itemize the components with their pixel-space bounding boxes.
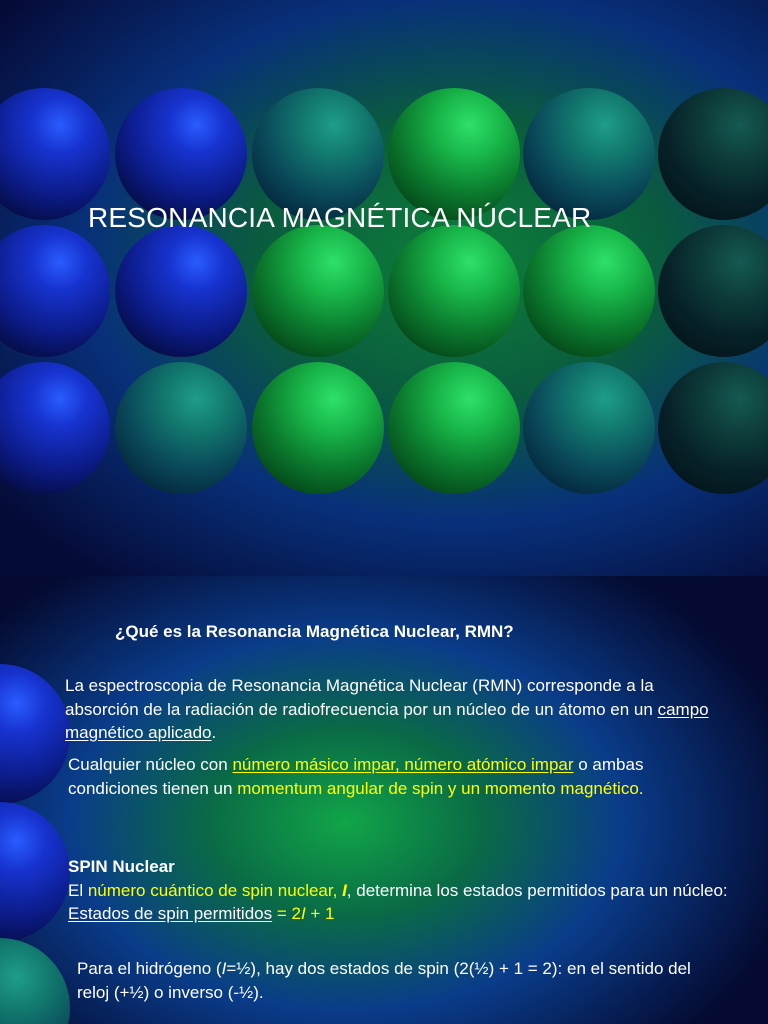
text: Para el hidrógeno ( [77,959,222,978]
sphere-decoration [523,362,655,494]
sphere-decoration [658,362,768,494]
sphere-decoration [115,88,247,220]
spin-heading: SPIN Nuclear [68,857,175,876]
sphere-decoration [0,225,110,357]
section-question: ¿Qué es la Resonancia Magnética Nuclear, RMN? [115,622,514,641]
sphere-decoration [252,225,384,357]
sphere-decoration [523,88,655,220]
sphere-decoration [523,225,655,357]
sphere-decoration [658,225,768,357]
sphere-decoration [0,362,110,494]
formula-symbol-i: I [300,904,306,923]
text: o ambas condiciones tienen un [68,755,644,798]
sphere-decoration [388,225,520,357]
symbol-i: I [221,959,227,978]
link-campo-magnetico[interactable]: campo magnético aplicado [65,699,709,742]
paragraph-hydrogen [77,957,697,1004]
paragraph-conditions [68,753,718,800]
link-estados-spin[interactable]: Estados de spin permitidos [68,904,273,923]
sphere-decoration [115,362,247,494]
formula-part: = 2 [272,904,301,923]
sphere-decoration [0,664,70,804]
paragraph-definition [65,674,725,745]
link-numero-masico[interactable]: número másico impar, número atómico impar [232,755,574,774]
paragraph-spin [68,855,728,926]
sphere-decoration [388,88,520,220]
sphere-decoration [388,362,520,494]
sphere-decoration [0,938,70,1024]
sphere-decoration [115,225,247,357]
paragraph-definition-text: La espectroscopia de Resonancia Magnética Nuclear (RMN) corresponde a la absorción de la radiación de radiofrecuencia por un núcleo de un átomo en un [65,676,658,719]
text: El [68,880,88,900]
slide-title-text: RESONANCIA MAGNÉTICA NÚCLEAR [88,202,592,233]
sphere-decoration [252,88,384,220]
text: , determina los estados permitidos para un núcleo: [346,880,728,900]
formula-part: + 1 [305,904,335,923]
sphere-decoration [252,362,384,494]
sphere-decoration [658,88,768,220]
paragraph-definition-end: . [211,723,217,742]
highlight-spin-number: número cuántico de spin nuclear, [87,880,343,900]
text: =½), hay dos estados de spin (2(½) + 1 = 2): en el sentido del reloj (+½) o inverso (-½). [77,959,691,1002]
sphere-decoration [0,802,70,942]
sphere-decoration [0,88,110,220]
highlight-momentum: momentum angular de spin y un momento magnético. [237,778,644,798]
text: Cualquier núcleo con [68,755,233,774]
symbol-i: I [342,880,347,900]
